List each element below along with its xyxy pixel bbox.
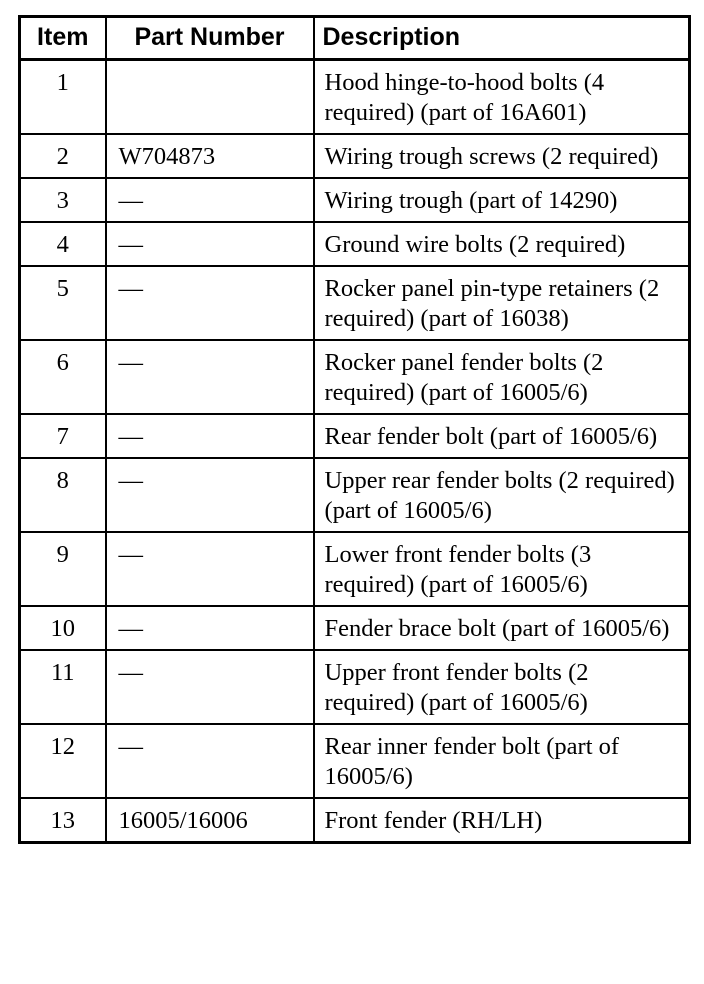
table-row [20, 606, 690, 650]
cell-item: 4 [20, 222, 106, 266]
cell-part-number: 16005/16006 [106, 798, 314, 843]
table-row [20, 222, 690, 266]
cell-description: Rocker panel pin-type retainers (2 required) (part of 16038) [314, 266, 690, 340]
cell-item: 2 [20, 134, 106, 178]
cell-item: 5 [20, 266, 106, 340]
table-row [20, 60, 690, 135]
cell-item: 1 [20, 60, 106, 135]
table-row [20, 458, 690, 532]
table-row [20, 798, 690, 843]
cell-description: Ground wire bolts (2 required) [314, 222, 690, 266]
cell-item: 11 [20, 650, 106, 724]
table-row [20, 650, 690, 724]
cell-item: 3 [20, 178, 106, 222]
cell-description: Upper front fender bolts (2 required) (part of 16005/6) [314, 650, 690, 724]
cell-description: Rear fender bolt (part of 16005/6) [314, 414, 690, 458]
cell-part-number: — [106, 458, 314, 532]
cell-item: 10 [20, 606, 106, 650]
cell-description: Rocker panel fender bolts (2 required) (part of 16005/6) [314, 340, 690, 414]
cell-part-number: W704873 [106, 134, 314, 178]
cell-description: Wiring trough screws (2 required) [314, 134, 690, 178]
table-row [20, 134, 690, 178]
parts-table [18, 15, 691, 844]
table-row [20, 414, 690, 458]
cell-part-number: — [106, 650, 314, 724]
cell-description: Fender brace bolt (part of 16005/6) [314, 606, 690, 650]
cell-item: 13 [20, 798, 106, 843]
cell-description: Upper rear fender bolts (2 required) (part of 16005/6) [314, 458, 690, 532]
table-header-row [20, 17, 690, 60]
cell-item: 6 [20, 340, 106, 414]
cell-item: 7 [20, 414, 106, 458]
cell-part-number [106, 60, 314, 135]
cell-item: 8 [20, 458, 106, 532]
table-row [20, 178, 690, 222]
cell-description: Rear inner fender bolt (part of 16005/6) [314, 724, 690, 798]
cell-item: 12 [20, 724, 106, 798]
table-row [20, 340, 690, 414]
cell-description: Wiring trough (part of 14290) [314, 178, 690, 222]
cell-part-number: — [106, 532, 314, 606]
header-item: Item [20, 17, 106, 60]
header-description: Description [314, 17, 690, 60]
cell-part-number: — [106, 340, 314, 414]
cell-part-number: — [106, 222, 314, 266]
table-row [20, 724, 690, 798]
cell-part-number: — [106, 266, 314, 340]
cell-description: Lower front fender bolts (3 required) (part of 16005/6) [314, 532, 690, 606]
cell-part-number: — [106, 724, 314, 798]
header-part-number: Part Number [106, 17, 314, 60]
table-row [20, 532, 690, 606]
cell-description: Hood hinge-to-hood bolts (4 required) (part of 16A601) [314, 60, 690, 135]
table-row [20, 266, 690, 340]
cell-part-number: — [106, 606, 314, 650]
cell-description: Front fender (RH/LH) [314, 798, 690, 843]
cell-item: 9 [20, 532, 106, 606]
cell-part-number: — [106, 414, 314, 458]
cell-part-number: — [106, 178, 314, 222]
